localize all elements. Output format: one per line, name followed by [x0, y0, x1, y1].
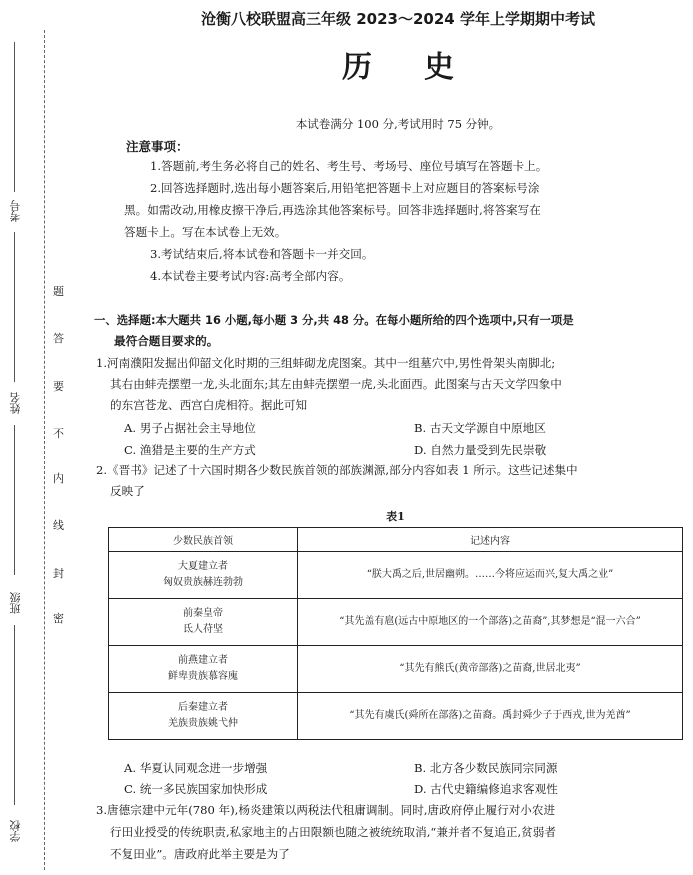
- leader-cell: [109, 599, 298, 646]
- leader-name: 鲜卑贵族慕容廆: [168, 671, 238, 682]
- notice-item: 黑。如需改动,用橡皮擦干净后,再选涂其他答案标号。回答非选择题时,将答案写在: [124, 203, 541, 217]
- class-label: 班级: [9, 592, 22, 614]
- seal-char: 线: [53, 519, 64, 532]
- section-heading-cont: 最符合题目要求的。: [114, 334, 219, 348]
- content-cell: “其先有虞氏(舜所在部落)之苗裔。禹封舜少子于西戎,世为羌酋”: [298, 693, 683, 740]
- table-caption: 表1: [386, 510, 405, 523]
- q2-option-d: D. 古代史籍编修追求客观性: [414, 782, 558, 796]
- leader-cell: [109, 693, 298, 740]
- table-row: [109, 552, 683, 599]
- leader-cell: [109, 646, 298, 693]
- content-cell: “其先有熊氏(黄帝部落)之苗裔,世居北夷”: [298, 646, 683, 693]
- notice-title: 注意事项：: [126, 139, 189, 154]
- seal-char: 要: [53, 380, 64, 393]
- table-header-row: [109, 528, 683, 552]
- exam-no-line-lower: [14, 232, 15, 382]
- leader-name: 匈奴贵族赫连勃勃: [163, 577, 243, 588]
- binding-margin: [0, 0, 100, 875]
- q2-option-a: A. 华夏认同观念进一步增强: [124, 761, 268, 775]
- question-3-text: 行田业授受的传统职责,私家地主的占田限额也随之被统统取消,“兼并者不复追正,贫弱者: [110, 825, 556, 839]
- q1-option-c: C. 渔猎是主要的生产方式: [124, 443, 256, 457]
- q1-option-d: D. 自然力量受到先民崇敬: [414, 443, 547, 457]
- notice-item: 1.答题前,考生务必将自己的姓名、考生号、考场号、座位号填写在答题卡上。: [150, 159, 548, 173]
- notice-item: 3.考试结束后,将本试卷和答题卡一并交回。: [150, 247, 374, 261]
- q2-option-b: B. 北方各少数民族同宗同源: [414, 761, 558, 775]
- leader-cell: [109, 552, 298, 599]
- seal-line: [44, 30, 45, 870]
- leader-name: 羌族贵族姚弋仲: [168, 718, 238, 729]
- seal-char: 题: [53, 285, 64, 298]
- question-3-text: 不复田业”。唐政府此举主要是为了: [110, 847, 290, 861]
- content-cell: “朕大禹之后,世居幽朔。……今将应运而兴,复大禹之业”: [298, 552, 683, 599]
- seal-char: 不: [53, 427, 64, 440]
- leader-title: 后秦建立者: [178, 702, 228, 713]
- q2-option-c: C. 统一多民族国家加快形成: [124, 782, 268, 796]
- table-row: [109, 693, 683, 740]
- q1-option-b: B. 古天文学源自中原地区: [414, 421, 546, 435]
- question-2-text: 反映了: [110, 484, 145, 498]
- name-line: [14, 425, 15, 575]
- school-label: 学校: [9, 820, 22, 842]
- seal-char: 密: [53, 612, 64, 625]
- notice-item: 2.回答选择题时,选出每小题答案后,用铅笔把答题卡上对应题目的答案标号涂: [150, 181, 540, 195]
- leaders-table: [108, 527, 683, 740]
- content-cell: “其先盖有扈(远古中原地区的一个部落)之苗裔”,其梦想是“混一六合”: [298, 599, 683, 646]
- leader-title: 大夏建立者: [178, 561, 228, 572]
- seal-char: 答: [53, 332, 64, 345]
- exam-no-label: 考号: [9, 200, 22, 222]
- seal-char: 内: [53, 472, 64, 485]
- notice-item: 4.本试卷主要考试内容:高考全部内容。: [150, 269, 351, 283]
- question-1-text: 的东宫苍龙、西宫白虎相符。据此可知: [110, 398, 308, 412]
- subject-title: 历史: [342, 50, 506, 85]
- leader-title: 前燕建立者: [178, 655, 228, 666]
- table-header: 少数民族首领: [109, 528, 298, 552]
- exam-no-line: [14, 42, 15, 192]
- name-label: 姓名: [9, 392, 22, 414]
- question-2-text: 2.《晋书》记述了十六国时期各少数民族首领的部族渊源,部分内容如表 1 所示。这些记述集中: [96, 463, 578, 477]
- q1-option-a: A. 男子占据社会主导地位: [124, 421, 256, 435]
- exam-title: 沧衡八校联盟高三年级 2023～2024 学年上学期期中考试: [201, 10, 595, 28]
- leader-title: 前秦皇帝: [183, 608, 223, 619]
- class-line: [14, 625, 15, 805]
- section-heading: 一、选择题:本大题共 16 小题,每小题 3 分,共 48 分。在每小题所给的四个选项中,只有一项是: [94, 313, 574, 327]
- notice-item: 答题卡上。写在本试卷上无效。: [124, 225, 287, 239]
- question-1-text: 1.河南濮阳发掘出仰韶文化时期的三组蚌砌龙虎图案。其中一组墓穴中,男性骨架头南脚北;: [96, 356, 556, 370]
- seal-char: 封: [53, 567, 64, 580]
- table-header: 记述内容: [298, 528, 683, 552]
- table-row: [109, 599, 683, 646]
- leader-name: 氐人苻坚: [183, 624, 223, 635]
- question-3-text: 3.唐德宗建中元年(780 年),杨炎建策以两税法代租庸调制。同时,唐政府停止履行对小农进: [96, 803, 556, 817]
- exam-meta: 本试卷满分 100 分,考试用时 75 分钟。: [295, 117, 501, 131]
- table-row: [109, 646, 683, 693]
- question-1-text: 其右由蚌壳摆塑一龙,头北面东;其左由蚌壳摆塑一虎,头北面西。此图案与古天文学四象中: [110, 377, 562, 391]
